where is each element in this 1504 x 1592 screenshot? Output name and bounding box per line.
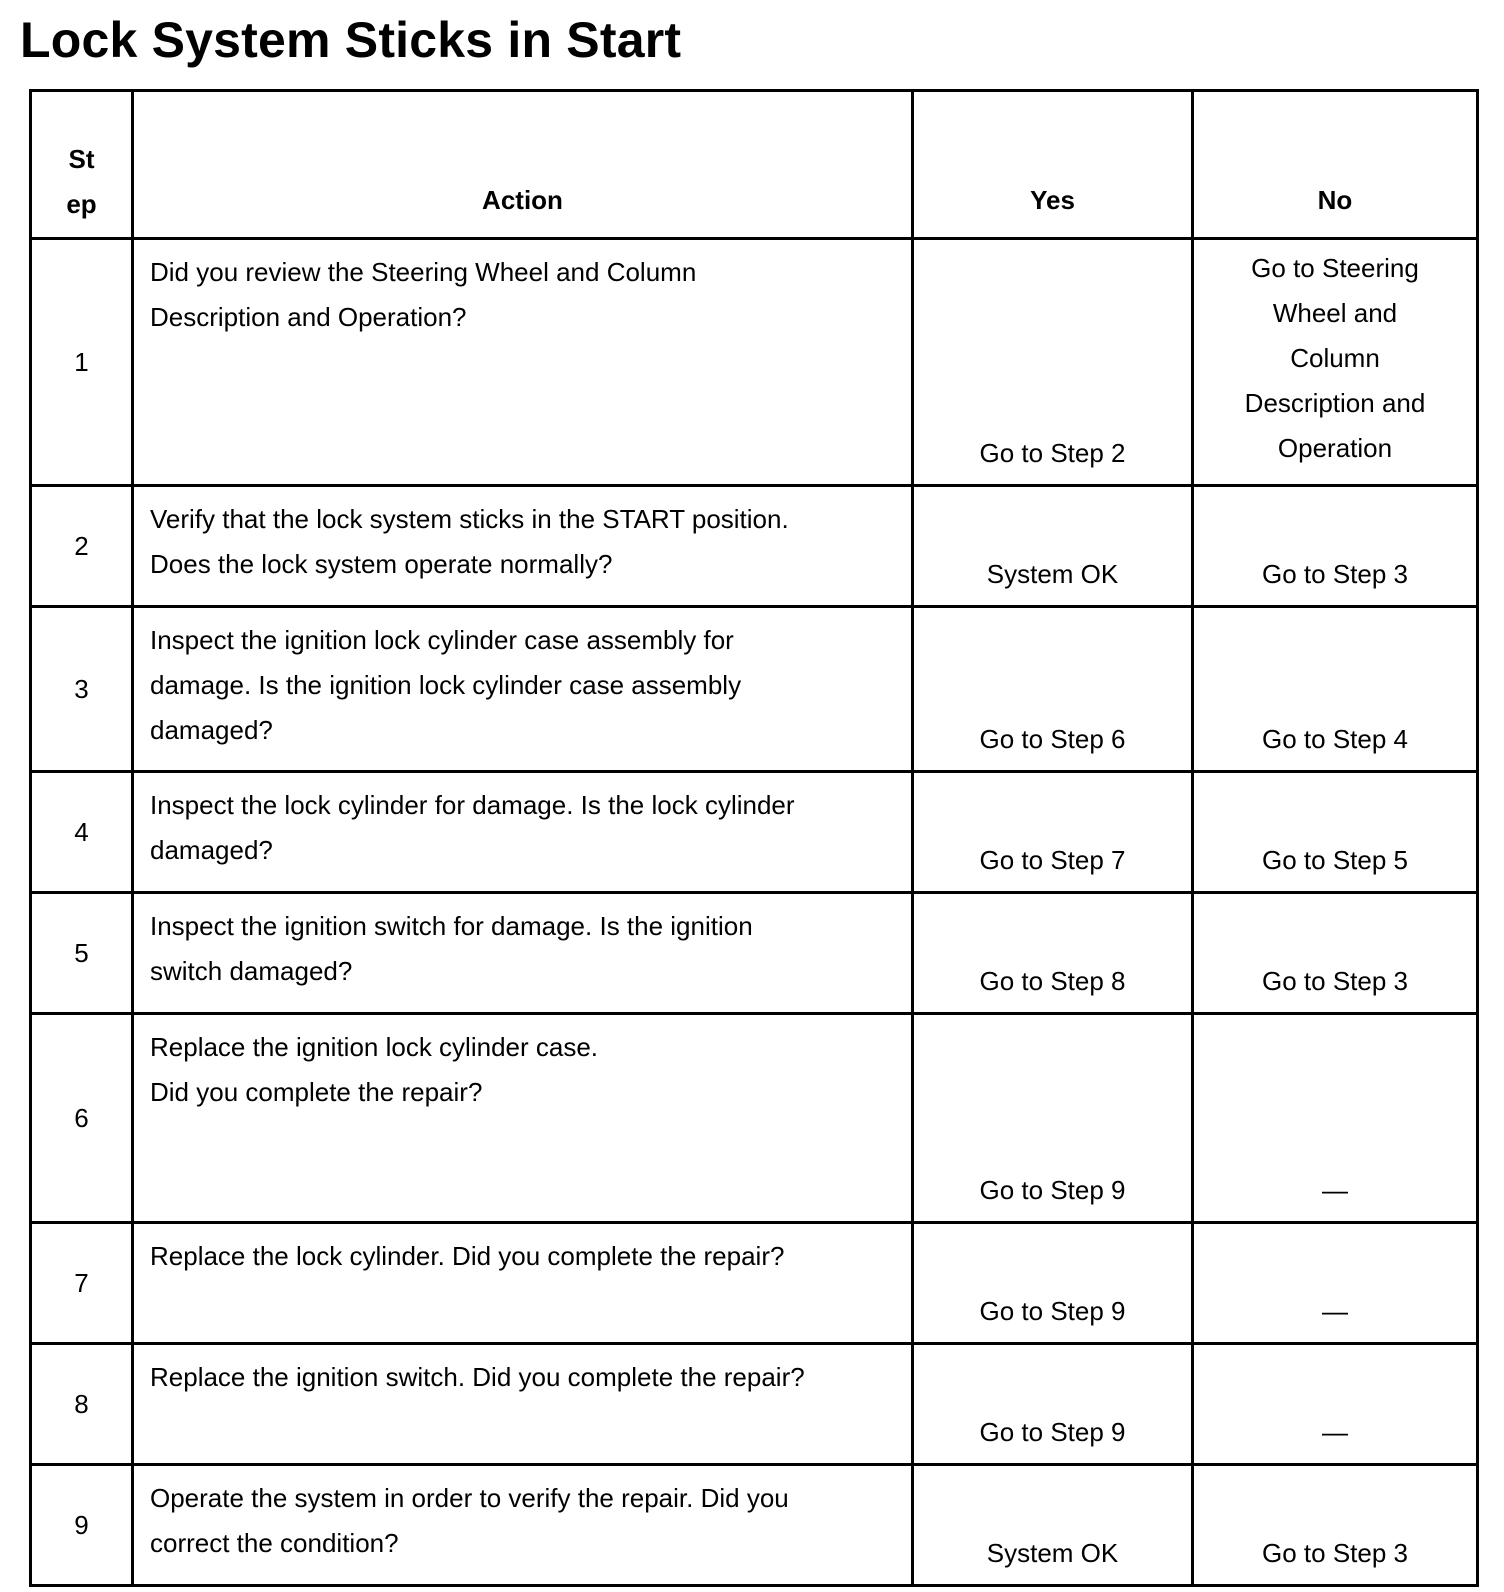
yes-cell: Go to Step 2 bbox=[913, 239, 1193, 486]
no-cell: Go to Step 5 bbox=[1193, 772, 1478, 893]
diagnostic-table bbox=[29, 89, 1479, 1587]
table-row bbox=[31, 1223, 1478, 1344]
yes-cell: System OK bbox=[913, 1465, 1193, 1586]
step-number: 6 bbox=[31, 1014, 133, 1223]
no-cell: — bbox=[1193, 1014, 1478, 1223]
no-cell: — bbox=[1193, 1223, 1478, 1344]
action-cell: Inspect the ignition switch for damage. Is the ignition switch damaged? bbox=[133, 893, 913, 1014]
table-row bbox=[31, 607, 1478, 772]
yes-cell: Go to Step 9 bbox=[913, 1344, 1193, 1465]
header-step: St ep bbox=[31, 91, 133, 239]
action-cell: Verify that the lock system sticks in the START position. Does the lock system operate normally? bbox=[133, 486, 913, 607]
step-number: 7 bbox=[31, 1223, 133, 1344]
step-number: 9 bbox=[31, 1465, 133, 1586]
table-row bbox=[31, 1014, 1478, 1223]
step-number: 4 bbox=[31, 772, 133, 893]
yes-cell: Go to Step 9 bbox=[913, 1223, 1193, 1344]
page-title: Lock System Sticks in Start bbox=[20, 12, 682, 68]
table-row bbox=[31, 239, 1478, 486]
step-number: 8 bbox=[31, 1344, 133, 1465]
header-row bbox=[31, 91, 1478, 239]
step-number: 1 bbox=[31, 239, 133, 486]
no-cell: Go to Step 4 bbox=[1193, 607, 1478, 772]
table-row bbox=[31, 893, 1478, 1014]
table-row bbox=[31, 1465, 1478, 1586]
no-cell: Go to Step 3 bbox=[1193, 486, 1478, 607]
no-cell: Go to Step 3 bbox=[1193, 1465, 1478, 1586]
header-no: No bbox=[1193, 91, 1478, 239]
no-cell: Go to Steering Wheel and Column Description and Operation bbox=[1193, 239, 1478, 486]
step-number: 3 bbox=[31, 607, 133, 772]
header-yes: Yes bbox=[913, 91, 1193, 239]
yes-cell: Go to Step 6 bbox=[913, 607, 1193, 772]
table-row bbox=[31, 772, 1478, 893]
action-cell: Operate the system in order to verify the repair. Did you correct the condition? bbox=[133, 1465, 913, 1586]
no-cell: — bbox=[1193, 1344, 1478, 1465]
table-row bbox=[31, 486, 1478, 607]
yes-cell: Go to Step 7 bbox=[913, 772, 1193, 893]
header-action: Action bbox=[133, 91, 913, 239]
step-number: 5 bbox=[31, 893, 133, 1014]
step-number: 2 bbox=[31, 486, 133, 607]
yes-cell: Go to Step 8 bbox=[913, 893, 1193, 1014]
table-row bbox=[31, 1344, 1478, 1465]
action-cell: Inspect the lock cylinder for damage. Is the lock cylinder damaged? bbox=[133, 772, 913, 893]
no-cell: Go to Step 3 bbox=[1193, 893, 1478, 1014]
action-cell: Inspect the ignition lock cylinder case assembly for damage. Is the ignition lock cylinder case assembly damaged? bbox=[133, 607, 913, 772]
action-cell: Did you review the Steering Wheel and Column Description and Operation? bbox=[133, 239, 913, 486]
action-cell: Replace the ignition lock cylinder case. Did you complete the repair? bbox=[133, 1014, 913, 1223]
yes-cell: System OK bbox=[913, 486, 1193, 607]
action-cell: Replace the ignition switch. Did you complete the repair? bbox=[133, 1344, 913, 1465]
action-cell: Replace the lock cylinder. Did you complete the repair? bbox=[133, 1223, 913, 1344]
yes-cell: Go to Step 9 bbox=[913, 1014, 1193, 1223]
